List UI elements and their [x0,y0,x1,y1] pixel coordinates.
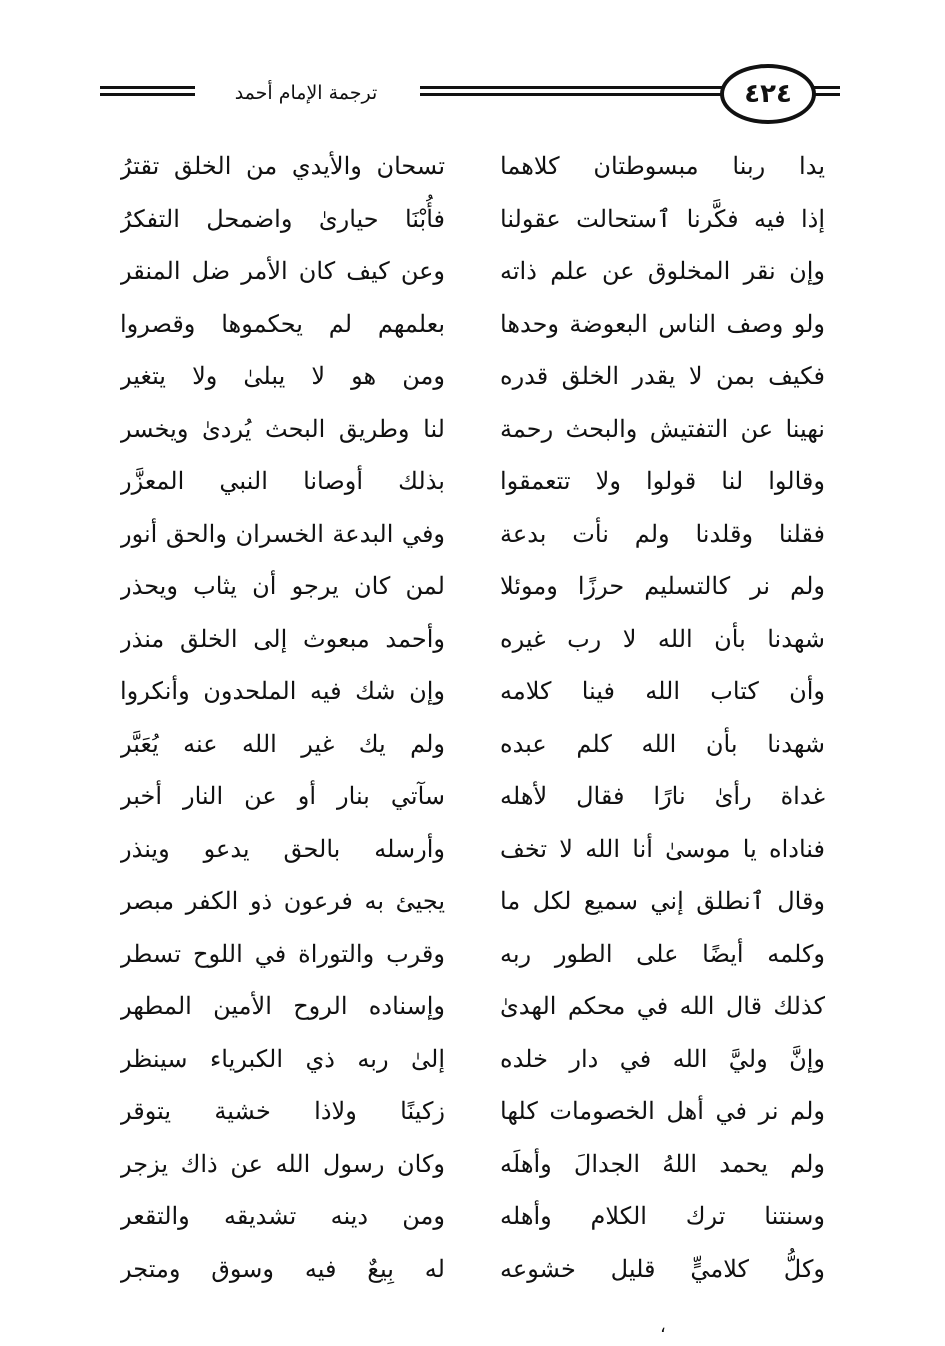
verse-first-hemistich: وكلمه أيضًا على الطور ربه [500,939,825,968]
verse-line [120,875,825,928]
verse-second-hemistich: ومن هو لا يبلىٰ ولا يتغير [120,362,445,391]
verse-second-hemistich: ولم يك غير الله عنه يُعَبَّر [120,729,445,758]
verse-line [120,1190,825,1243]
header-rule-right [814,86,840,100]
page-number-badge [720,64,816,124]
poem-body [120,140,825,1295]
verse-first-hemistich: وقالوا لنا قولوا ولا تتعمقوا [500,467,825,496]
verse-second-hemistich: له بِيعٌ فيه وسوق ومتجر [120,1254,445,1283]
verse-line [120,980,825,1033]
header-rule-left [100,86,195,100]
verse-line [120,770,825,823]
verse-first-hemistich: ولم يحمد اللهُ الجدالَ وأهلَه [500,1149,825,1178]
verse-first-hemistich: شهدنا بأن الله كلم عبده [500,729,825,758]
verse-second-hemistich: وإسناده الروح الأمين المطهر [120,992,445,1021]
verse-second-hemistich: وإن شك فيه الملحدون وأنكروا [120,677,445,706]
verse-first-hemistich: فناداه يا موسىٰ أنا الله لا تخف [500,834,825,863]
verse-second-hemistich: فأُبْنَا حيارىٰ واضمحل التفكرُ [120,204,445,233]
verse-second-hemistich: إلىٰ ربه ذي الكبرياء سينظر [120,1044,445,1073]
verse-second-hemistich: زكينًا ولاذا خشية يتوقر [120,1097,445,1126]
verse-second-hemistich: بذلك أوصانا النبي المعزَّر [120,467,445,496]
verse-line [120,665,825,718]
verse-line [120,508,825,561]
header-rule-middle [420,86,722,100]
verse-line [120,1243,825,1296]
verse-second-hemistich: لمن كان يرجو أن يثاب ويحذر [120,572,445,601]
verse-second-hemistich: وقرب والتوراة في اللوح تسطر [120,939,445,968]
page-header [100,62,840,126]
verse-first-hemistich: غداة رأىٰ نارًا فقال لأهله [500,782,825,811]
verse-first-hemistich: ولم نر كالتسليم حرزًا وموئلا [500,572,825,601]
verse-line [120,403,825,456]
verse-first-hemistich: فقلنا وقلدنا ولم نأت بدعة [500,519,825,548]
verse-second-hemistich: وأرسله بالحق يدعو وينذر [120,834,445,863]
running-title: ترجمة الإمام أحمد [234,82,378,104]
verse-line [120,1085,825,1138]
verse-second-hemistich: وأحمد مبعوث إلى الخلق منذر [120,624,445,653]
verse-second-hemistich: وكان رسول الله عن ذاك يزجر [120,1149,445,1178]
verse-line [120,928,825,981]
verse-second-hemistich: لنا وطريق البحث يُردىٰ ويخسر [120,414,445,443]
verse-second-hemistich: بعلمهم لم يحكموها وقصروا [120,309,445,338]
verse-line [120,1033,825,1086]
verse-first-hemistich: ولو وصف الناس البعوضة وحدها [500,309,825,338]
verse-line [120,298,825,351]
verse-line [120,193,825,246]
verse-first-hemistich: وقال ٱنطلق إني سميع لكل ما [500,887,825,916]
verse-second-hemistich: سآتي بنار أو عن النار أخبر [120,782,445,811]
verse-first-hemistich: وكلُّ كلاميٍّ قليل خشوعه [500,1254,825,1283]
footer-mark: ، [660,1316,666,1337]
verse-first-hemistich: فكيف بمن لا يقدر الخلق قدره [500,362,825,391]
verse-first-hemistich: يدا ربنا مبسوطتان كلاهما [500,152,825,181]
page-number: ٤٢٤ [744,79,792,109]
verse-first-hemistich: وإنَّ وليَّ الله في دار خلده [500,1044,825,1073]
verse-line [120,455,825,508]
verse-line [120,560,825,613]
verse-first-hemistich: نهينا عن التفتيش والبحث رحمة [500,414,825,443]
verse-first-hemistich: ولم نر في أهل الخصومات كلها [500,1097,825,1126]
verse-first-hemistich: كذلك قال الله في محكم الهدىٰ [500,992,825,1021]
verse-line [120,350,825,403]
verse-line [120,823,825,876]
verse-second-hemistich: وفي البدعة الخسران والحق أنور [120,519,445,548]
verse-first-hemistich: وأن كتاب الله فينا كلامه [500,677,825,706]
verse-first-hemistich: شهدنا بأن الله لا رب غيره [500,624,825,653]
verse-line [120,613,825,666]
verse-first-hemistich: إذا فيه فكَّرنا ٱستحالت عقولنا [500,204,825,233]
verse-second-hemistich: يجيئ به فرعون ذو الكفر مبصر [120,887,445,916]
verse-second-hemistich: تسحان والأيدي من الخلق تقترُ [120,152,445,181]
verse-line [120,1138,825,1191]
verse-second-hemistich: ومن دينه تشديقه والتقعر [120,1202,445,1231]
verse-line [120,140,825,193]
verse-line [120,245,825,298]
verse-line [120,718,825,771]
verse-first-hemistich: وسنتنا ترك الكلام وأهله [500,1202,825,1231]
verse-first-hemistich: وإن نقر المخلوق عن علم ذاته [500,257,825,286]
verse-second-hemistich: وعن كيف كان الأمر ضل المنقر [120,257,445,286]
